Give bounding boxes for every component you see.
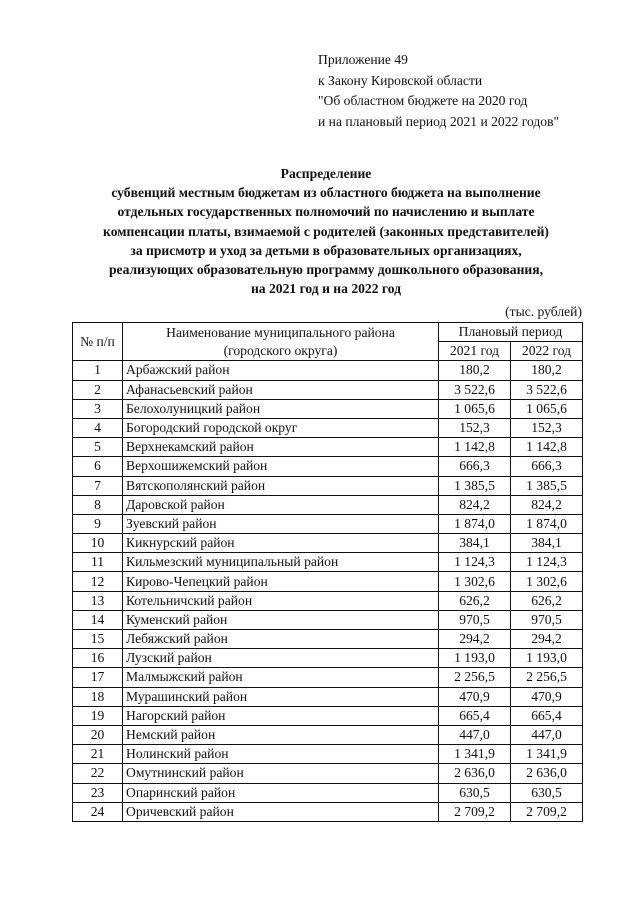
table-row <box>73 361 583 380</box>
row-number: 2 <box>73 380 123 399</box>
table-row <box>73 514 583 533</box>
row-value-2021: 2 636,0 <box>439 764 511 783</box>
table-row <box>73 668 583 687</box>
row-value-2021: 152,3 <box>439 418 511 437</box>
appendix-line: к Закону Кировской области <box>318 72 483 88</box>
row-district-name: Опаринский район <box>123 783 439 802</box>
row-district-name: Арбажский район <box>123 361 439 380</box>
row-district-name: Малмыжский район <box>123 668 439 687</box>
appendix-line: Приложение 49 <box>318 52 408 67</box>
row-district-name: Кильмезский муниципальный район <box>123 553 439 572</box>
row-value-2022: 1 193,0 <box>511 649 583 668</box>
row-number: 10 <box>73 534 123 553</box>
header-name-line1: Наименование муниципального района <box>166 324 395 340</box>
document-title <box>60 164 592 298</box>
row-value-2021: 470,9 <box>439 687 511 706</box>
row-value-2021: 2 256,5 <box>439 668 511 687</box>
header-period: Плановый период <box>439 323 583 342</box>
row-district-name: Богородский городской округ <box>123 418 439 437</box>
table-row <box>73 534 583 553</box>
row-value-2021: 1 302,6 <box>439 572 511 591</box>
budget-table <box>72 322 583 822</box>
row-value-2022: 1 874,0 <box>511 514 583 533</box>
row-value-2021: 3 522,6 <box>439 380 511 399</box>
row-district-name: Нолинский район <box>123 745 439 764</box>
row-district-name: Куменский район <box>123 610 439 629</box>
row-value-2021: 294,2 <box>439 630 511 649</box>
row-district-name: Оричевский район <box>123 802 439 821</box>
row-number: 14 <box>73 610 123 629</box>
title-line: отдельных государственных полномочий по начислению и выплате <box>117 204 535 220</box>
row-value-2022: 180,2 <box>511 361 583 380</box>
row-number: 7 <box>73 476 123 495</box>
row-value-2021: 1 124,3 <box>439 553 511 572</box>
row-district-name: Зуевский район <box>123 514 439 533</box>
row-value-2021: 970,5 <box>439 610 511 629</box>
table-row <box>73 764 583 783</box>
row-district-name: Лебяжский район <box>123 630 439 649</box>
row-number: 1 <box>73 361 123 380</box>
title-line: за присмотр и уход за детьми в образовательных организациях, <box>130 242 522 258</box>
appendix-header <box>318 50 559 132</box>
table-row <box>73 399 583 418</box>
row-value-2022: 384,1 <box>511 534 583 553</box>
row-value-2022: 626,2 <box>511 591 583 610</box>
row-number: 12 <box>73 572 123 591</box>
row-value-2022: 970,5 <box>511 610 583 629</box>
row-value-2021: 665,4 <box>439 706 511 725</box>
row-value-2021: 824,2 <box>439 495 511 514</box>
table-row <box>73 783 583 802</box>
row-value-2022: 1 142,8 <box>511 438 583 457</box>
row-value-2022: 470,9 <box>511 687 583 706</box>
row-district-name: Афанасьевский район <box>123 380 439 399</box>
table-row <box>73 649 583 668</box>
title-line: на 2021 год и на 2022 год <box>250 281 402 297</box>
title-line: компенсации платы, взимаемой с родителей (законных представителей) <box>103 223 549 239</box>
table-row <box>73 476 583 495</box>
row-value-2021: 626,2 <box>439 591 511 610</box>
row-district-name: Верхошижемский район <box>123 457 439 476</box>
row-value-2022: 1 124,3 <box>511 553 583 572</box>
row-district-name: Белохолуницкий район <box>123 399 439 418</box>
row-value-2021: 630,5 <box>439 783 511 802</box>
table-row <box>73 418 583 437</box>
row-number: 20 <box>73 725 123 744</box>
title-line: субвенций местным бюджетам из областного бюджета на выполнение <box>111 185 541 201</box>
row-value-2021: 2 709,2 <box>439 802 511 821</box>
row-value-2022: 294,2 <box>511 630 583 649</box>
row-district-name: Вятскополянский район <box>123 476 439 495</box>
row-number: 22 <box>73 764 123 783</box>
title-line: реализующих образовательную программу дошкольного образования, <box>108 262 544 278</box>
row-value-2021: 180,2 <box>439 361 511 380</box>
header-2022: 2022 год <box>511 342 583 361</box>
table-body <box>73 361 583 822</box>
row-district-name: Котельничский район <box>123 591 439 610</box>
row-value-2021: 1 193,0 <box>439 649 511 668</box>
row-district-name: Омутнинский район <box>123 764 439 783</box>
row-number: 3 <box>73 399 123 418</box>
row-value-2021: 1 341,9 <box>439 745 511 764</box>
row-value-2022: 152,3 <box>511 418 583 437</box>
table-row <box>73 438 583 457</box>
row-value-2022: 1 385,5 <box>511 476 583 495</box>
header-2021: 2021 год <box>439 342 511 361</box>
table-row <box>73 725 583 744</box>
row-value-2021: 1 142,8 <box>439 438 511 457</box>
row-number: 17 <box>73 668 123 687</box>
row-value-2021: 1 385,5 <box>439 476 511 495</box>
table-row <box>73 687 583 706</box>
row-value-2021: 1 065,6 <box>439 399 511 418</box>
row-value-2022: 2 709,2 <box>511 802 583 821</box>
header-number: № п/п <box>73 323 123 361</box>
row-district-name: Кикнурский район <box>123 534 439 553</box>
row-value-2022: 3 522,6 <box>511 380 583 399</box>
row-number: 8 <box>73 495 123 514</box>
table-row <box>73 630 583 649</box>
row-number: 18 <box>73 687 123 706</box>
row-number: 24 <box>73 802 123 821</box>
table-row <box>73 610 583 629</box>
table-row <box>73 553 583 572</box>
row-value-2022: 2 256,5 <box>511 668 583 687</box>
table-row <box>73 802 583 821</box>
appendix-line: "Об областном бюджете на 2020 год <box>318 93 528 108</box>
row-number: 11 <box>73 553 123 572</box>
row-value-2022: 2 636,0 <box>511 764 583 783</box>
appendix-line: и на плановый период 2021 и 2022 годов" <box>318 113 560 129</box>
row-value-2021: 384,1 <box>439 534 511 553</box>
table-row <box>73 572 583 591</box>
table-row <box>73 706 583 725</box>
row-district-name: Лузский район <box>123 649 439 668</box>
table-row <box>73 591 583 610</box>
row-number: 23 <box>73 783 123 802</box>
header-name-line2: (городского округа) <box>223 342 338 358</box>
table-row <box>73 745 583 764</box>
row-value-2022: 666,3 <box>511 457 583 476</box>
table-row <box>73 457 583 476</box>
units-label: (тыс. рублей) <box>505 304 582 319</box>
row-value-2022: 1 341,9 <box>511 745 583 764</box>
row-number: 5 <box>73 438 123 457</box>
row-value-2022: 665,4 <box>511 706 583 725</box>
row-value-2022: 630,5 <box>511 783 583 802</box>
row-number: 13 <box>73 591 123 610</box>
row-number: 15 <box>73 630 123 649</box>
title-line: Распределение <box>280 166 372 181</box>
row-value-2021: 1 874,0 <box>439 514 511 533</box>
row-value-2022: 447,0 <box>511 725 583 744</box>
row-number: 19 <box>73 706 123 725</box>
row-district-name: Немский район <box>123 725 439 744</box>
row-district-name: Нагорский район <box>123 706 439 725</box>
row-value-2021: 666,3 <box>439 457 511 476</box>
row-district-name: Верхнекамский район <box>123 438 439 457</box>
row-district-name: Мурашинский район <box>123 687 439 706</box>
row-value-2022: 824,2 <box>511 495 583 514</box>
table-row <box>73 495 583 514</box>
header-name <box>123 323 439 361</box>
table-row <box>73 380 583 399</box>
row-number: 6 <box>73 457 123 476</box>
row-district-name: Даровской район <box>123 495 439 514</box>
row-value-2021: 447,0 <box>439 725 511 744</box>
row-number: 21 <box>73 745 123 764</box>
row-number: 9 <box>73 514 123 533</box>
row-value-2022: 1 065,6 <box>511 399 583 418</box>
row-number: 4 <box>73 418 123 437</box>
row-number: 16 <box>73 649 123 668</box>
row-value-2022: 1 302,6 <box>511 572 583 591</box>
row-district-name: Кирово-Чепецкий район <box>123 572 439 591</box>
